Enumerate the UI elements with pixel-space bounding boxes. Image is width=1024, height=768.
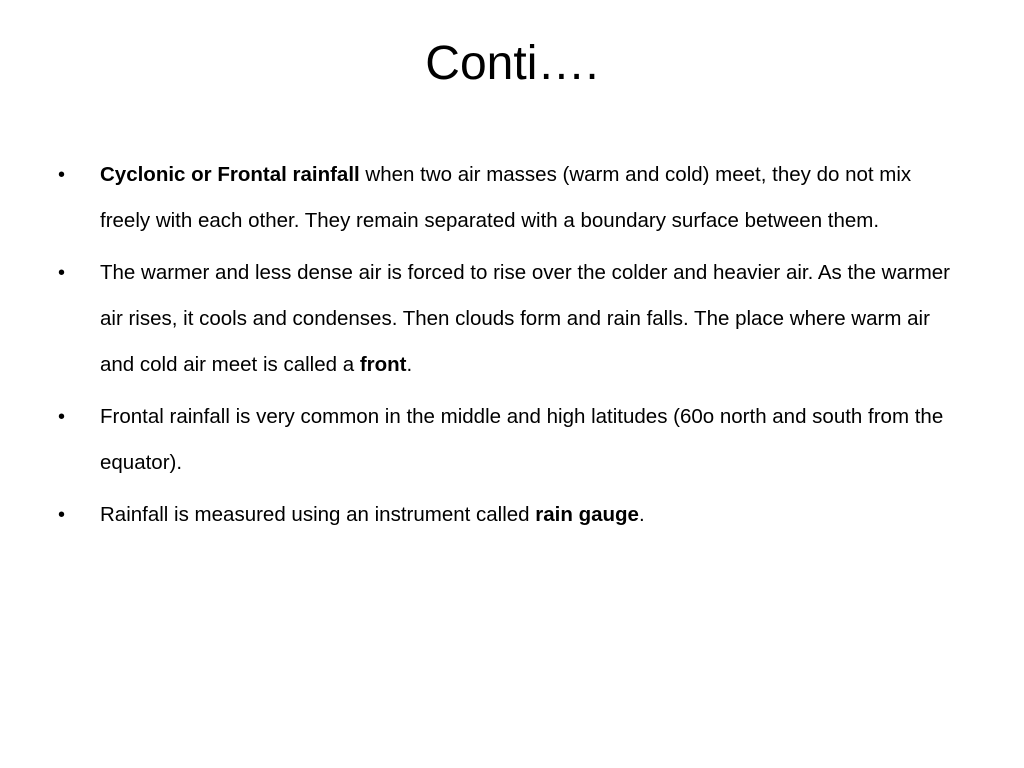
bullet-text-after: .	[406, 353, 413, 376]
bullet-dot-icon: •	[58, 406, 66, 428]
bullet-item-cyclonic-rainfall	[58, 152, 958, 244]
bullet-item-latitudes	[58, 394, 958, 486]
bullet-dot-icon: •	[58, 164, 66, 186]
bullet-text-before: Rainfall is measured using an instrument called	[100, 503, 536, 526]
bullet-bold-term: front	[359, 353, 407, 376]
bullet-dot-icon: •	[58, 504, 66, 526]
bullet-text: when two air masses (warm and cold) meet, they do not mix freely with each other. They remain separated with a boundary surface between them.	[100, 163, 912, 232]
bullet-item-rain-gauge	[58, 492, 958, 538]
bullet-dot-icon: •	[58, 262, 66, 284]
bullet-text-after: .	[638, 503, 645, 526]
bullet-text: Frontal rainfall is very common in the middle and high latitudes (60o north and south from the equator).	[100, 405, 944, 474]
bullet-text-before: The warmer and less dense air is forced to rise over the colder and heavier air. As the warmer air rises, it cools and condenses. Then clouds form and rain falls. The place where warm air and cold air meet is called a	[100, 261, 951, 376]
bullet-bold-term: rain gauge	[535, 503, 639, 526]
bullet-list	[58, 152, 958, 544]
slide-title: Conti….	[425, 37, 599, 90]
bullet-item-warm-air-rises	[58, 250, 958, 388]
bullet-bold-lead: Cyclonic or Frontal rainfall	[100, 163, 360, 186]
